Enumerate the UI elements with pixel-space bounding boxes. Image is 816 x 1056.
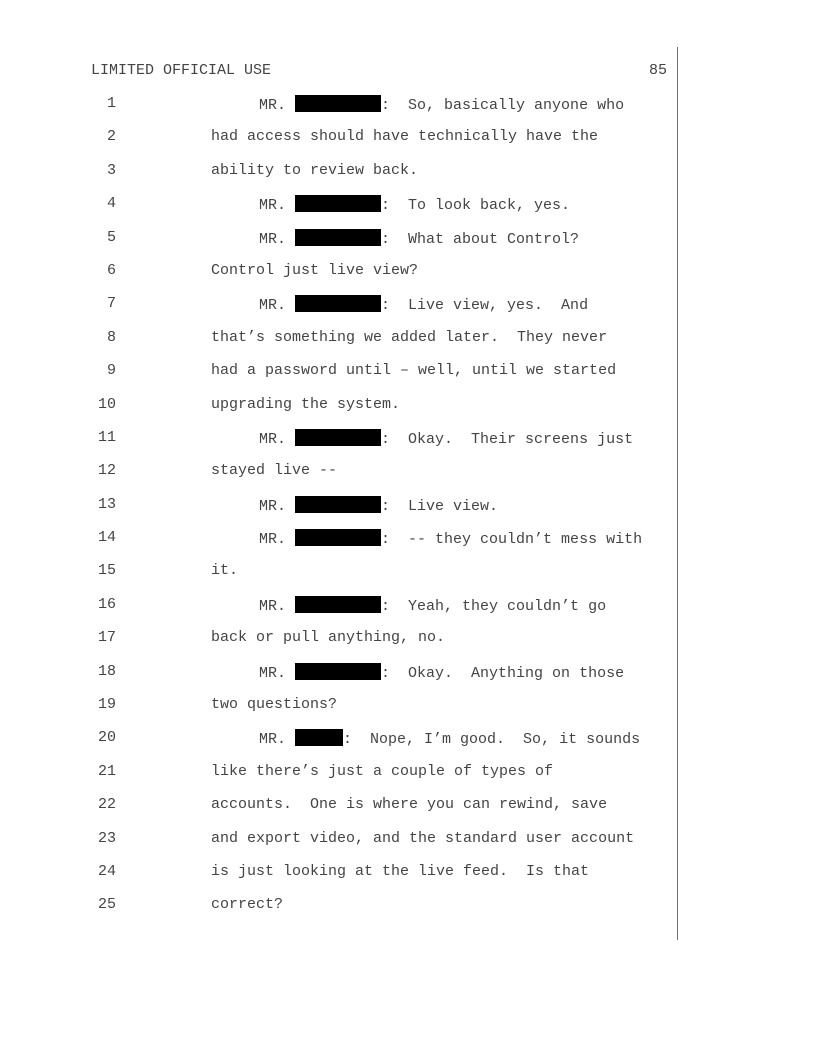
line-text: [211, 329, 607, 347]
redaction-box: [295, 295, 381, 312]
transcript-line: [0, 896, 816, 929]
spoken-text: correct?: [211, 896, 284, 914]
speaker-label: MR.: [259, 531, 287, 549]
line-number: 20: [97, 729, 116, 747]
line-number: 9: [106, 362, 116, 380]
line-number: 3: [106, 161, 116, 179]
spoken-text: : Okay. Anything on those: [381, 664, 625, 682]
redaction-box: [295, 729, 343, 746]
redaction-box: [295, 429, 381, 446]
line-number: 7: [106, 295, 116, 313]
speaker-label: MR.: [259, 731, 287, 749]
line-text: [211, 830, 634, 848]
line-text: [211, 763, 553, 781]
spoken-text: : Live view, yes. And: [381, 297, 589, 315]
transcript-line: [0, 663, 816, 696]
transcript-line: [0, 796, 816, 829]
redaction-box: [295, 529, 381, 546]
transcript-line: [0, 696, 816, 729]
line-text: [259, 496, 498, 516]
redaction-box: [295, 496, 381, 513]
speaker-label: MR.: [259, 497, 287, 515]
transcript-lines: [0, 95, 816, 930]
line-text: [211, 262, 418, 280]
line-text: [259, 295, 588, 315]
line-text: [211, 396, 400, 414]
line-number: 19: [97, 696, 116, 714]
line-text: [259, 195, 570, 215]
line-number: 14: [97, 529, 116, 547]
spoken-text: accounts. One is where you can rewind, save: [211, 796, 608, 814]
line-number: 25: [97, 896, 116, 914]
line-number: 13: [97, 495, 116, 513]
speaker-label: MR.: [259, 597, 287, 615]
line-text: [211, 562, 238, 580]
line-number: 1: [106, 95, 116, 112]
line-number: 10: [97, 395, 116, 413]
spoken-text: : What about Control?: [381, 230, 580, 248]
line-text: [259, 663, 624, 683]
transcript-line: [0, 729, 816, 762]
line-number: 2: [106, 128, 116, 146]
spoken-text: and export video, and the standard user account: [211, 829, 635, 847]
line-number: 18: [97, 662, 116, 680]
speaker-label: MR.: [259, 664, 287, 682]
spoken-text: Control just live view?: [211, 261, 419, 279]
line-number: 23: [97, 829, 116, 847]
line-text: [211, 362, 616, 380]
spoken-text: had a password until – well, until we started: [211, 362, 617, 380]
line-text: [211, 863, 589, 881]
speaker-label: MR.: [259, 230, 287, 248]
spoken-text: ability to review back.: [211, 161, 419, 179]
transcript-line: [0, 763, 816, 796]
spoken-text: it.: [211, 562, 239, 580]
line-text: [211, 162, 418, 180]
transcript-line: [0, 863, 816, 896]
spoken-text: that’s something we added later. They never: [211, 328, 608, 346]
line-number: 5: [106, 228, 116, 246]
line-number: 22: [97, 796, 116, 814]
line-number: 6: [106, 261, 116, 279]
spoken-text: stayed live --: [211, 462, 338, 480]
line-number: 16: [97, 595, 116, 613]
line-text: [259, 229, 579, 249]
spoken-text: had access should have technically have the: [211, 128, 599, 146]
line-number: 17: [97, 629, 116, 647]
spoken-text: two questions?: [211, 696, 338, 714]
transcript-line: [0, 162, 816, 195]
transcript-line: [0, 396, 816, 429]
transcript-line: [0, 229, 816, 262]
transcript-line: [0, 562, 816, 595]
line-text: [259, 596, 606, 616]
spoken-text: upgrading the system.: [211, 395, 401, 413]
redaction-box: [295, 229, 381, 246]
transcript-line: [0, 596, 816, 629]
redaction-box: [295, 596, 381, 613]
spoken-text: : Yeah, they couldn’t go: [381, 597, 607, 615]
speaker-label: MR.: [259, 297, 287, 315]
page-number: 85: [648, 62, 667, 79]
speaker-label: MR.: [259, 430, 287, 448]
line-text: [259, 95, 624, 115]
transcript-line: [0, 462, 816, 495]
redaction-box: [295, 663, 381, 680]
line-text: [259, 429, 633, 449]
line-text: [259, 529, 642, 549]
transcript-line: [0, 329, 816, 362]
spoken-text: : -- they couldn’t mess with: [381, 531, 643, 549]
spoken-text: : To look back, yes.: [381, 197, 571, 215]
line-number: 8: [106, 328, 116, 346]
spoken-text: like there’s just a couple of types of: [211, 762, 554, 780]
transcript-line: [0, 429, 816, 462]
speaker-label: MR.: [259, 197, 287, 215]
redaction-box: [295, 95, 381, 112]
spoken-text: : Nope, I’m good. So, it sounds: [343, 731, 641, 749]
transcript-line: [0, 496, 816, 529]
transcript-line: [0, 262, 816, 295]
line-text: [211, 128, 598, 146]
transcript-line: [0, 128, 816, 161]
transcript-line: [0, 195, 816, 228]
transcript-line: [0, 830, 816, 863]
transcript-line: [0, 529, 816, 562]
line-text: [211, 462, 337, 480]
spoken-text: : So, basically anyone who: [381, 97, 625, 114]
redaction-box: [295, 195, 381, 212]
line-number: 4: [106, 195, 116, 213]
spoken-text: : Okay. Their screens just: [381, 430, 634, 448]
line-number: 15: [97, 562, 116, 580]
spoken-text: : Live view.: [381, 497, 499, 515]
speaker-label: MR.: [259, 97, 287, 114]
header-classification-label: LIMITED OFFICIAL USE: [91, 62, 272, 79]
line-number: 12: [97, 462, 116, 480]
transcript-line: [0, 95, 816, 128]
line-text: [259, 729, 640, 749]
transcript-line: [0, 629, 816, 662]
line-text: [211, 629, 445, 647]
line-text: [211, 896, 283, 914]
line-number: 21: [97, 762, 116, 780]
line-text: [211, 796, 607, 814]
transcript-line: [0, 295, 816, 328]
spoken-text: is just looking at the live feed. Is that: [211, 862, 590, 880]
line-text: [211, 696, 337, 714]
spoken-text: back or pull anything, no.: [211, 629, 446, 647]
transcript-line: [0, 362, 816, 395]
line-number: 24: [97, 862, 116, 880]
line-number: 11: [97, 428, 116, 446]
